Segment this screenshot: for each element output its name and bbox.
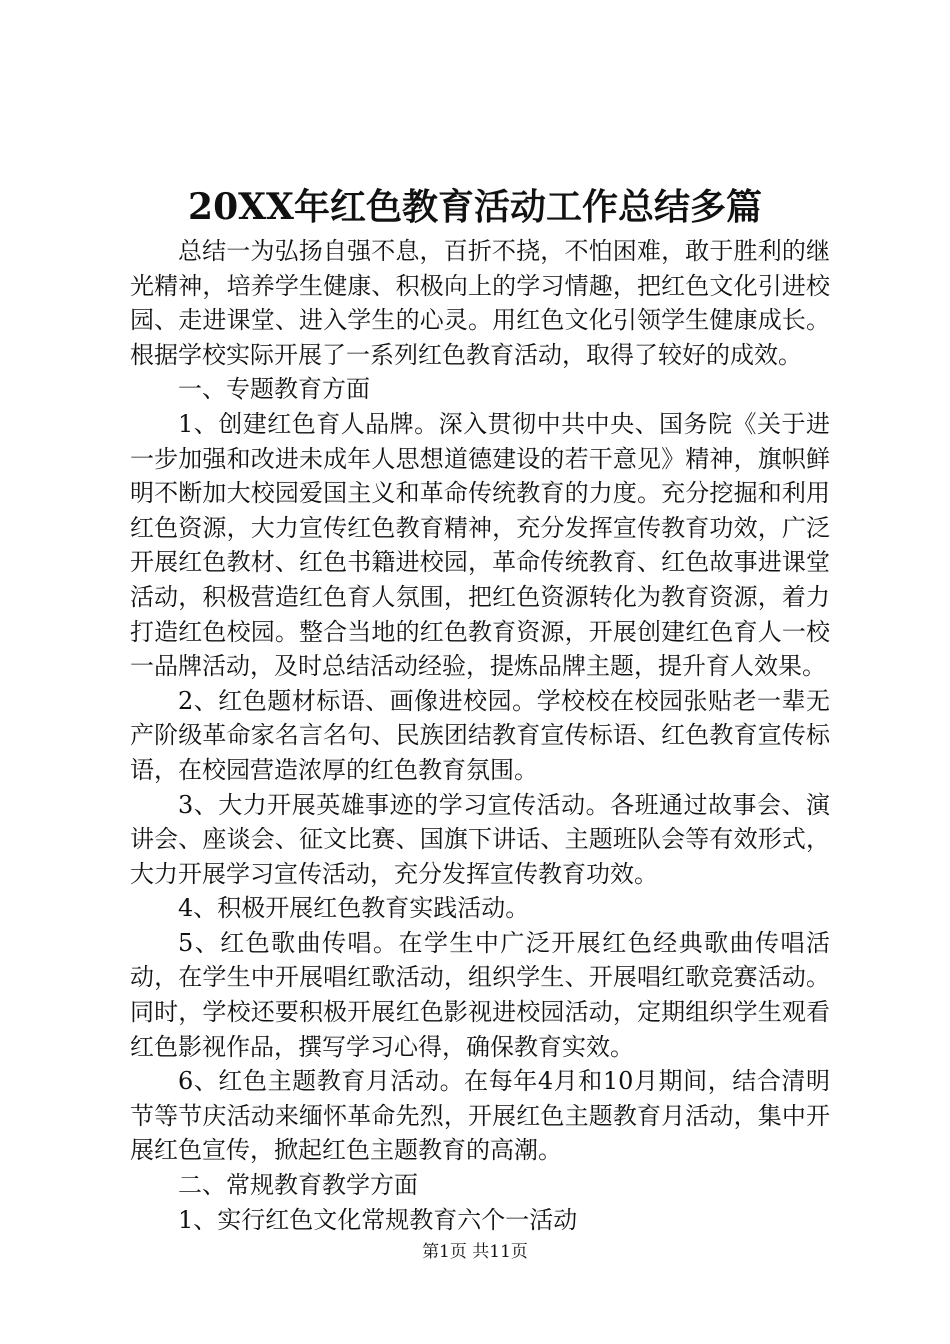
paragraph-item-1-4: 4、积极开展红色教育实践活动。: [178, 894, 530, 923]
paragraph-item-1-1: 1、创建红色育人品牌。深入贯彻中共中央、国务院《关于进一步加强和改进未成年人思想道德建设的若干意见》精神，旗帜鲜明不断加大校园爱国主义和革命传统教育的力度。充分挖掘和利用红色资源，大力宣传红色教育精神，充分发挥宣传教育功效，广泛开展红色教材、红色书籍进校园，革命传统教育、红色故事进课堂活动，积极营造红色育人氛围，把红色资源转化为教育资源，着力打造红色校园。整合当地的红色教育资源，开展创建红色育人一校一品牌活动，及时总结活动经验，提炼品牌主题，提升育人效果。: [130, 409, 830, 681]
paragraph-item-1-2: 2、红色题材标语、画像进校园。学校校在校园张贴老一辈无产阶级革命家名言名句、民族团结教育宣传标语、红色教育宣传标语，在校园营造浓厚的红色教育氛围。: [130, 686, 830, 784]
paragraph-item-1-3: 3、大力开展英雄事迹的学习宣传活动。各班通过故事会、演讲会、座谈会、征文比赛、国旗下讲话、主题班队会等有效形式，大力开展学习宣传活动，充分发挥宣传教育功效。: [130, 790, 830, 888]
paragraph-intro: 总结一为弘扬自强不息，百折不挠，不怕困难，敢于胜利的继光精神，培养学生健康、积极向上的学习情趣，把红色文化引进校园、走进课堂、进入学生的心灵。用红色文化引领学生健康成长。根据学校实际开展了一系列红色教育活动，取得了较好的成效。: [130, 237, 830, 369]
document-body: [130, 234, 830, 1237]
paragraph-item-2-1: 1、实行红色文化常规教育六个一活动: [178, 1205, 578, 1234]
paragraph-item-1-6: 6、红色主题教育月活动。在每年4月和10月期间，结合清明节等节庆活动来缅怀革命先烈，开展红色主题教育月活动，集中开展红色宣传，掀起红色主题教育的高潮。: [130, 1067, 830, 1165]
section-heading-2: 二、常规教育教学方面: [178, 1171, 418, 1200]
paragraph-item-1-5: 5、红色歌曲传唱。在学生中广泛开展红色经典歌曲传唱活动，在学生中开展唱红歌活动，组织学生、开展唱红歌竞赛活动。同时，学校还要积极开展红色影视进校园活动，定期组织学生观看红色影视作品，撰写学习心得，确保教育实效。: [130, 928, 830, 1061]
page-number: 第1页 共11页: [422, 1242, 528, 1262]
section-heading-1: 一、专题教育方面: [178, 375, 370, 404]
page-footer: [0, 1240, 950, 1264]
document-title: 20XX年红色教育活动工作总结多篇: [188, 186, 762, 228]
